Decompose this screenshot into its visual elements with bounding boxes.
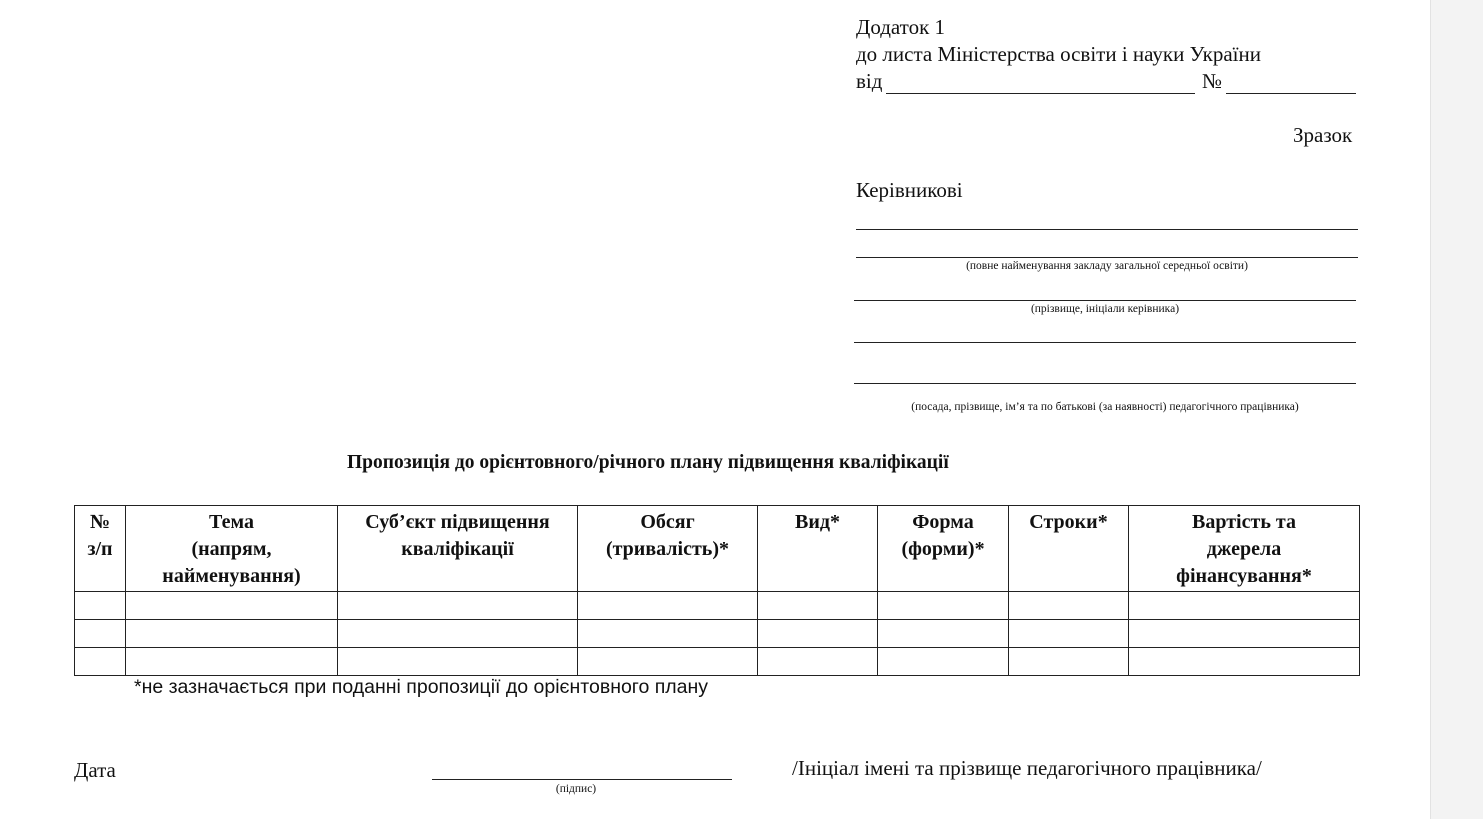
appendix-label: Додаток 1 <box>856 15 946 39</box>
column-header: Обсяг (тривалість)* <box>578 506 758 592</box>
teacher-caption: (посада, прізвище, ім’я та по батькові (за наявності) педагогічного працівника) <box>911 401 1299 413</box>
document-title: Пропозиція до орієнтовного/річного плану підвищення кваліфікації <box>347 452 949 473</box>
column-header: Вартість та джерела фінансування* <box>1129 506 1360 592</box>
signature-line[interactable] <box>432 779 732 780</box>
table-cell[interactable] <box>75 592 126 620</box>
table-cell[interactable] <box>1129 620 1360 648</box>
table-cell[interactable] <box>75 620 126 648</box>
head-name-line[interactable] <box>854 300 1356 301</box>
column-header: Суб’єкт підвищення кваліфікації <box>338 506 578 592</box>
table-cell[interactable] <box>1009 620 1129 648</box>
table-row <box>75 648 1360 676</box>
addressee-line-1[interactable] <box>856 229 1358 230</box>
table-row <box>75 592 1360 620</box>
table-cell[interactable] <box>878 620 1009 648</box>
number-line[interactable] <box>1226 93 1356 94</box>
table-cell[interactable] <box>1009 648 1129 676</box>
institution-line[interactable] <box>856 257 1358 258</box>
footnote: *не зазначається при поданні пропозиції до орієнтовного плану <box>134 676 709 698</box>
table-cell[interactable] <box>338 648 578 676</box>
column-header: Строки* <box>1009 506 1129 592</box>
signature-caption: (підпис) <box>555 783 597 795</box>
table-cell[interactable] <box>878 648 1009 676</box>
table-cell[interactable] <box>758 592 878 620</box>
addressee-label: Керівникові <box>856 178 963 202</box>
table-cell[interactable] <box>1129 648 1360 676</box>
table-cell[interactable] <box>338 620 578 648</box>
sample-label: Зразок <box>1293 123 1353 147</box>
table-cell[interactable] <box>1009 592 1129 620</box>
table-cell[interactable] <box>1129 592 1360 620</box>
table-cell[interactable] <box>758 620 878 648</box>
table-cell[interactable] <box>338 592 578 620</box>
column-header: Тема (напрям, найменування) <box>126 506 338 592</box>
table-cell[interactable] <box>578 648 758 676</box>
head-name-caption: (прізвище, ініціали керівника) <box>1030 303 1180 315</box>
table-cell[interactable] <box>578 620 758 648</box>
scrollbar-track[interactable] <box>1430 0 1483 819</box>
table-cell[interactable] <box>878 592 1009 620</box>
table-row <box>75 620 1360 648</box>
column-header: Вид* <box>758 506 878 592</box>
table-cell[interactable] <box>126 620 338 648</box>
date-from-line[interactable] <box>886 93 1195 94</box>
date-from-label: від <box>856 69 883 93</box>
table-cell[interactable] <box>126 648 338 676</box>
table-cell[interactable] <box>126 592 338 620</box>
teacher-line-2[interactable] <box>854 383 1356 384</box>
table-cell[interactable] <box>578 592 758 620</box>
column-header: № з/п <box>75 506 126 592</box>
teacher-line-1[interactable] <box>854 342 1356 343</box>
table-cell[interactable] <box>75 648 126 676</box>
number-label: № <box>1202 69 1223 93</box>
letter-reference: до листа Міністерства освіти і науки України <box>856 42 1261 66</box>
institution-caption: (повне найменування закладу загальної середньої освіти) <box>966 260 1248 272</box>
date-label: Дата <box>74 758 116 782</box>
table-cell[interactable] <box>758 648 878 676</box>
proposal-table <box>74 505 1360 676</box>
column-header: Форма (форми)* <box>878 506 1009 592</box>
table-header-row <box>75 506 1360 592</box>
initials-label: /Ініціал імені та прізвище педагогічного працівника/ <box>792 756 1262 780</box>
